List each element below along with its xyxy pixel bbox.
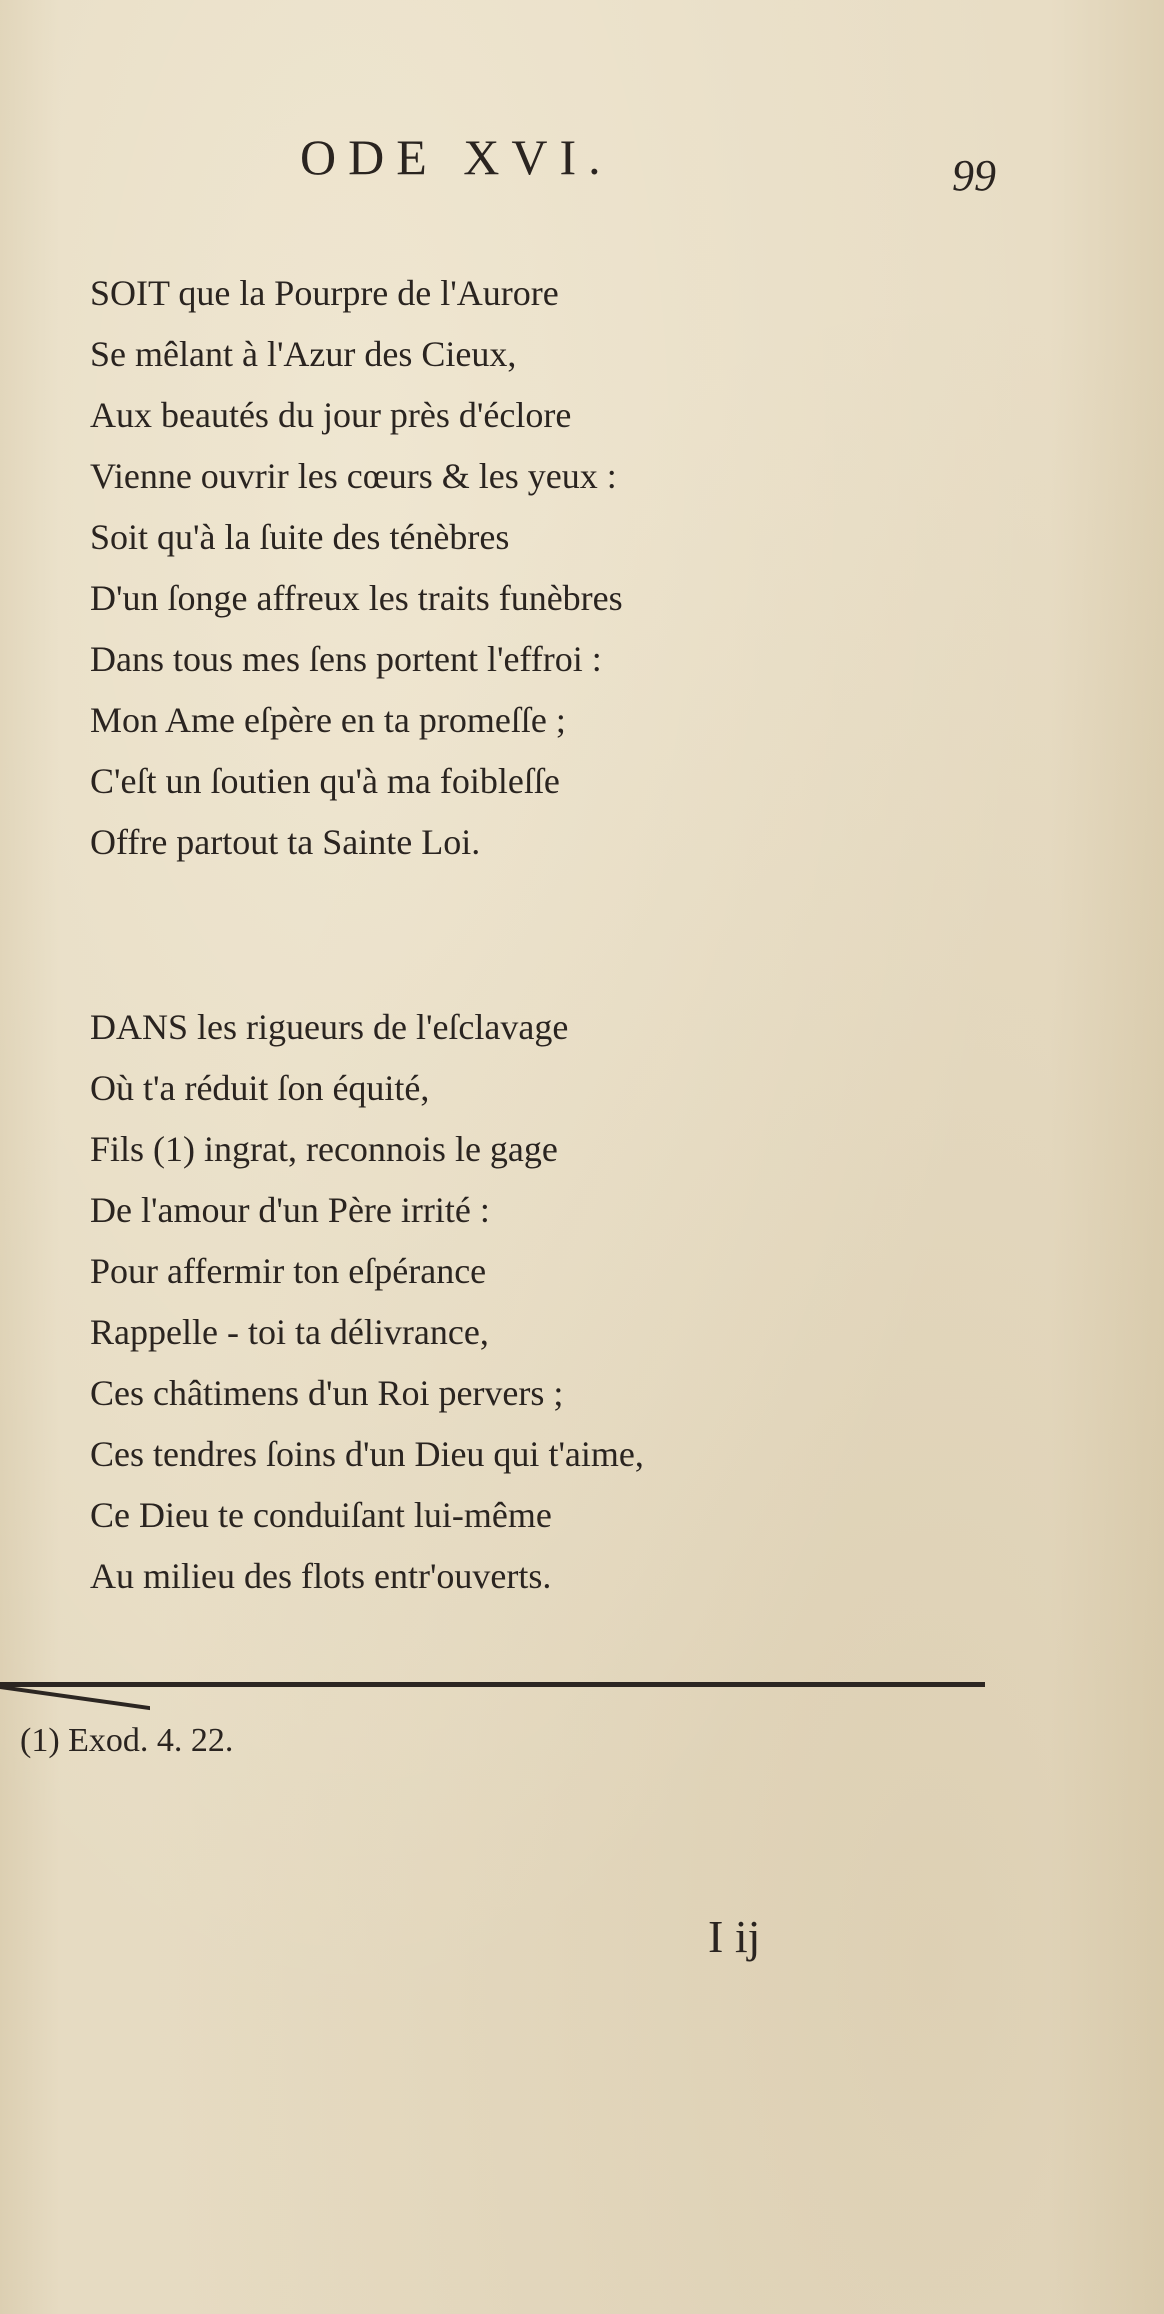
verse-line: De l'amour d'un Père irrité : [90,1190,490,1230]
verse-line: Mon Ame eſpère en ta promeſſe ; [90,700,566,740]
page-number: 99 [952,151,996,200]
signature-mark: I ij [708,1911,761,1962]
verse-line: Ces tendres ſoins d'un Dieu qui t'aime, [90,1434,644,1474]
verse-line: C'eſt un ſoutien qu'à ma foibleſſe [90,761,560,801]
verse-line: Offre partout ta Sainte Loi. [90,822,481,862]
verse-line: Ces châtimens d'un Roi pervers ; [90,1373,564,1413]
verse-line: Ce Dieu te conduiſant lui-même [90,1495,552,1535]
page-title: ODE XVI. [300,129,613,185]
verse-line: SOIT que la Pourpre de l'Aurore [90,273,559,313]
verse-line: Au milieu des flots entr'ouverts. [90,1556,552,1596]
verse-line: Soit qu'à la ſuite des ténèbres [90,517,510,557]
verse-line: Vienne ouvrir les cœurs & les yeux : [90,456,617,496]
footnote: (1) Exod. 4. 22. [20,1722,234,1759]
verse-line: Où t'a réduit ſon équité, [90,1068,430,1108]
stanza-1 [90,263,623,873]
verse-line: Se mêlant à l'Azur des Cieux, [90,334,517,374]
verse-line: Rappelle - toi ta délivrance, [90,1312,489,1352]
verse-line: D'un ſonge affreux les traits funèbres [90,578,623,618]
footnote-rule [0,1682,985,1687]
verse-line: Aux beautés du jour près d'éclore [90,395,572,435]
verse-line: Fils (1) ingrat, reconnois le gage [90,1129,558,1169]
stanza-2 [90,997,644,1607]
verse-line: DANS les rigueurs de l'eſclavage [90,1007,569,1047]
verse-line: Pour affermir ton eſpérance [90,1251,487,1291]
verse-line: Dans tous mes ſens portent l'effroi : [90,639,602,679]
